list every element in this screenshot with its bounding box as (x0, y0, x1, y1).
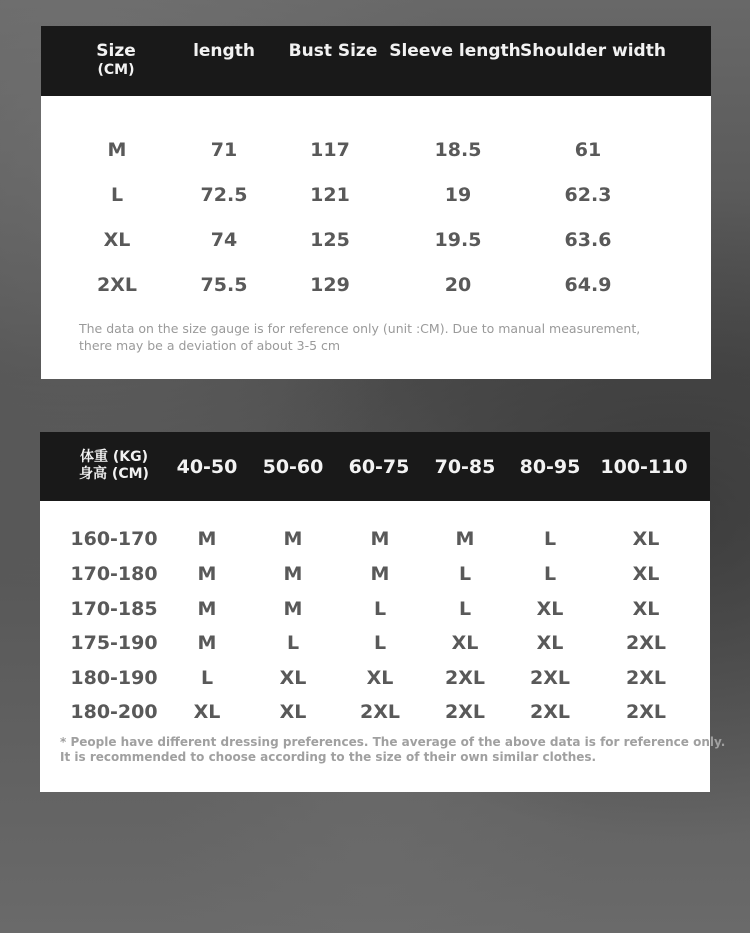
size-cell: M (197, 632, 217, 654)
size-cell: XL (632, 598, 660, 620)
size-cell: M (197, 528, 217, 550)
size-chart-note-line1: The data on the size gauge is for reference only (unit :CM). Due to manual measurement, (79, 321, 641, 336)
size-cell: 2XL (626, 632, 666, 654)
height-cell: 180-200 (70, 701, 158, 723)
size-cell: M (197, 563, 217, 585)
size-cell: M (455, 528, 475, 550)
size-cell: L (373, 632, 387, 654)
height-cell: 180-190 (70, 667, 158, 689)
size-cell: M (283, 563, 303, 585)
bust-cell: 129 (310, 274, 350, 296)
size-cell: M (370, 528, 390, 550)
fit-chart-note-line2: It is recommended to choose according to the size of their own similar clothes. (60, 750, 597, 764)
header-weight-range: 80-95 (519, 456, 581, 478)
size-cell: L (200, 667, 214, 689)
size-cell: 2XL (445, 667, 485, 689)
size-cell: 2XL (530, 701, 570, 723)
header-length: length (193, 41, 255, 61)
height-cell: 170-185 (70, 598, 158, 620)
header-weight-range: 70-85 (434, 456, 496, 478)
header-weight-label: 体重 (KG) (79, 449, 149, 465)
size-cell: 2XL (626, 701, 666, 723)
fit-chart-header (40, 432, 710, 501)
size-cell: 2XL (360, 701, 400, 723)
size-cell: 2XL (530, 667, 570, 689)
header-sleeve-length: Sleeve length (389, 41, 521, 61)
size-cell: XL (366, 667, 394, 689)
shoulder-cell: 64.9 (564, 274, 612, 296)
size-cell: XL (451, 632, 479, 654)
size-cell: L (286, 632, 300, 654)
size-chart-card (41, 26, 711, 379)
header-size-unit: (CM) (97, 62, 135, 78)
size-cell: 2XL (97, 274, 137, 296)
bust-cell: 125 (310, 229, 350, 251)
length-cell: 75.5 (200, 274, 248, 296)
size-cell: M (197, 598, 217, 620)
bust-cell: 117 (310, 139, 350, 161)
height-cell: 160-170 (70, 528, 158, 550)
header-height-label: 身高 (CM) (79, 466, 149, 482)
size-cell: M (370, 563, 390, 585)
sleeve-cell: 19 (444, 184, 472, 206)
size-chart-note-line2: there may be a deviation of about 3-5 cm (79, 338, 341, 353)
shoulder-cell: 61 (574, 139, 602, 161)
header-weight-range: 40-50 (176, 456, 238, 478)
length-cell: 74 (210, 229, 238, 251)
fit-chart-card (40, 432, 726, 792)
fit-chart-note-line1: * People have different dressing preferences. The average of the above data is for reference only. (60, 735, 726, 749)
size-cell: XL (536, 598, 564, 620)
header-bust-size: Bust Size (288, 41, 378, 61)
length-cell: 72.5 (200, 184, 248, 206)
size-cell: XL (632, 563, 660, 585)
size-cell: M (107, 139, 127, 161)
size-cell: XL (632, 528, 660, 550)
header-weight-range: 50-60 (262, 456, 324, 478)
header-weight-range: 100-110 (600, 456, 688, 478)
header-size-label: Size (96, 41, 136, 61)
size-cell: M (283, 598, 303, 620)
shoulder-cell: 63.6 (564, 229, 612, 251)
size-chart-note (79, 320, 640, 354)
size-cell: XL (279, 701, 307, 723)
size-cell: M (283, 528, 303, 550)
header-size (96, 41, 136, 78)
size-cell: L (543, 528, 557, 550)
size-chart-header (41, 26, 711, 96)
bust-cell: 121 (310, 184, 350, 206)
sleeve-cell: 19.5 (434, 229, 482, 251)
height-cell: 175-190 (70, 632, 158, 654)
size-cell: XL (279, 667, 307, 689)
fit-chart-note (60, 735, 725, 765)
size-cell: L (110, 184, 124, 206)
size-cell: L (458, 598, 472, 620)
sleeve-cell: 18.5 (434, 139, 482, 161)
header-shoulder-width: Shoulder width (520, 41, 666, 61)
size-cell: XL (103, 229, 131, 251)
size-cell: L (373, 598, 387, 620)
header-weight-range: 60-75 (348, 456, 410, 478)
size-cell: L (543, 563, 557, 585)
size-cell: 2XL (626, 667, 666, 689)
size-cell: XL (193, 701, 221, 723)
shoulder-cell: 62.3 (564, 184, 612, 206)
sleeve-cell: 20 (444, 274, 472, 296)
header-weight-height (79, 449, 149, 483)
height-cell: 170-180 (70, 563, 158, 585)
size-cell: 2XL (445, 701, 485, 723)
size-cell: L (458, 563, 472, 585)
length-cell: 71 (210, 139, 238, 161)
size-cell: XL (536, 632, 564, 654)
